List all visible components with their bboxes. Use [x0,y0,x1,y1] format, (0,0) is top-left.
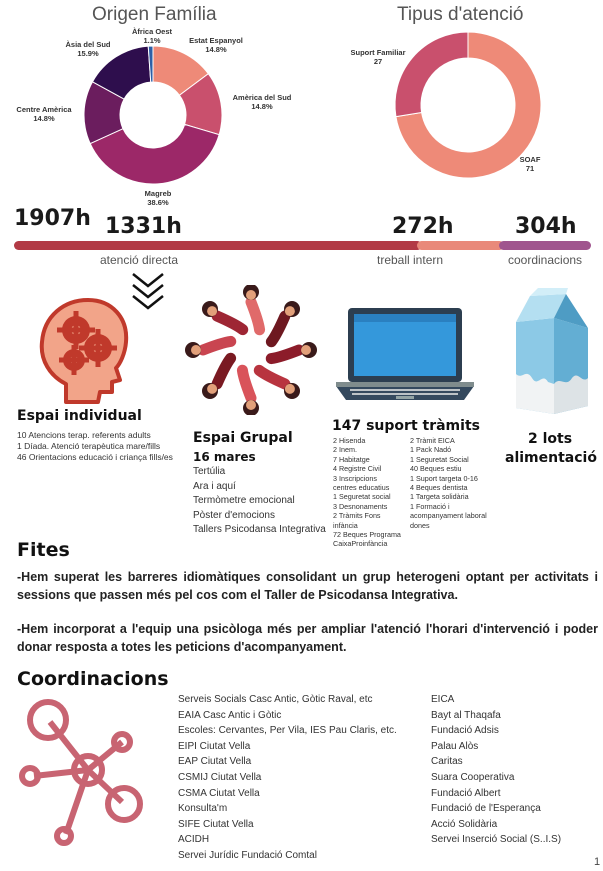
list-item: Pòster d'emocions [193,509,275,521]
espai-grupal-list [193,465,333,538]
list-item: Acció Solidària [431,818,498,830]
double-chevron-down-icon [130,270,166,314]
laptop-icon [334,306,476,402]
coord-hours: 304h [515,214,577,239]
list-item: 2 Tràmits Fons [333,511,381,521]
label-suport-familiar: Suport Familiar 27 [350,48,406,66]
group-person-arm [271,350,299,359]
list-item: Palau Alòs [431,740,479,752]
list-item: Servei Inserció Social (S..I.S) [431,834,562,846]
list-item: acompanyament laboral [410,511,487,521]
list-item: centres educatius [333,483,390,493]
head-gears-icon [36,296,132,404]
list-item: 1 Suport targeta 0-16 [410,473,478,483]
pie-slice-suport-familiar [395,32,468,117]
group-person-face [207,384,217,394]
label-estat-espanyol: Estat Espanyol 14.8% [189,36,243,54]
list-item: 1 Seguretat Social [410,454,469,464]
list-item: Suara Cooperativa [431,771,515,783]
group-person-face [285,384,295,394]
bar-direct [14,241,422,250]
list-item: Fundació Adsis [431,725,499,737]
list-item: CSMIJ Ciutat Vella [178,771,262,783]
chart-title-origen: Origen Família [92,4,217,25]
label-centre-america: Centre Amèrica 14.8% [16,105,72,123]
list-item: 10 Atencions terap. referents adults [17,430,151,440]
list-item: 1 Targeta solidària [410,492,469,502]
list-item: 7 Habitatge [333,454,370,464]
bar-coord [499,241,591,250]
espai-individual-list [17,430,197,463]
tramits-col2 [410,436,502,530]
group-person-face [246,290,256,300]
intern-hours: 272h [392,214,454,239]
page-number: 1 [594,856,601,868]
list-item: 1 Seguretat social [333,492,391,502]
intern-label: treball intern [377,253,444,267]
list-item: EICA [431,694,455,705]
list-item: 3 Inscripcions [333,473,377,483]
coord-label: coordinacions [508,253,583,267]
list-item: EIPI Ciutat Vella [178,740,251,752]
group-person-arm [217,358,231,384]
list-item: Servei Jurídic Fundació Comtal [178,849,317,861]
chart-title-tipus: Tipus d'atenció [397,4,524,25]
list-item: EAP Ciutat Vella [178,756,252,768]
list-item: 2 Hisenda [333,436,366,445]
network-nodes-icon [18,698,148,848]
list-item: Bayt al Thaqafa [431,709,501,721]
group-person-face [207,306,217,316]
group-person-arm [242,370,251,398]
espai-grupal-title: Espai Grupal [193,430,293,446]
total-hours: 1907h [14,206,91,231]
list-item: 1 Díada. Atenció terapèutica mare/fills [17,441,161,451]
list-item: Caritas [431,756,463,768]
hours-bar [14,241,591,250]
coordinacions-col2 [431,692,601,848]
list-item: Fundació Albert [431,787,501,799]
fites-paragraph-2: -Hem incorporat a l'equip una psicòloga més per ampliar l'atenció l'horari d'intervenció i poder donar resposta a totes les peticions d'acompanyament. [17,622,598,654]
label-soaf: SOAF 71 [519,155,541,173]
list-item: Termòmetre emocional [193,495,295,507]
direct-hours: 1331h [105,214,182,239]
label-america-sud: Amèrica del Sud 14.8% [232,93,292,111]
list-item: CSMA Ciutat Vella [178,787,260,799]
list-item: 4 Registre Civil [333,464,382,474]
group-person-arm [217,316,243,330]
list-item: CaixaProinfància [333,539,388,549]
tramits-title: 147 suport tràmits [332,418,480,434]
espai-individual-title: Espai individual [17,408,142,424]
espai-grupal-subtitle: 16 mares [193,450,256,464]
alimentacio-text: 2 lots alimentació [505,431,597,466]
group-person-face [285,306,295,316]
group-circle-icon [178,285,324,415]
fites-paragraph-1: -Hem superat les barreres idiomàtiques consolidant un grup heterogeni optant per activitats i sessions que passen més pel cos com el Taller de Psicodansa Integrativa. [17,570,598,602]
list-item: Fundació de l'Esperança [431,803,541,815]
list-item: Ara i aquí [193,480,236,492]
coordinacions-col1 [178,692,428,864]
group-person-face [191,345,201,355]
list-item: 4 Beques dentista [410,483,468,493]
bar-intern [417,241,504,250]
list-item: 1 Formació i [410,501,450,511]
list-item: 2 Inem. [333,445,357,455]
list-item: Escoles: Cervantes, Per Vila, IES Pau Claris, etc. [178,725,397,737]
list-item: EAIA Casc Antic i Gòtic [178,709,282,721]
label-africa-oest: Àfrica Oest 1.1% [131,27,173,45]
list-item: Serveis Socials Casc Antic, Gòtic Raval, etc [178,694,373,705]
label-asia-sud: Àsia del Sud 15.9% [65,40,111,58]
coordinacions-title: Coordinacions [17,668,169,690]
group-person-arm [271,316,285,342]
list-item: dones [410,520,430,530]
list-item: 72 Beques Programa [333,530,401,540]
milk-carton-icon [508,288,594,418]
list-item: 3 Desnonaments [333,501,388,511]
list-item: SIFE Ciutat Vella [178,818,254,830]
list-item: 1 Pack Nadó [410,445,452,455]
group-person-arm [251,302,260,330]
group-person-face [246,400,256,410]
tramits-col1 [333,436,409,549]
list-item: Konsulta'm [178,803,228,815]
group-person-arm [203,341,231,350]
group-person-face [301,345,311,355]
list-item: Tallers Psicodansa Integrativa [193,524,326,536]
list-item: infància [333,520,358,530]
list-item: Tertúlia [193,466,226,477]
list-item: ACIDH [178,834,210,846]
direct-label: atenció directa [100,253,179,267]
list-item: 40 Beques estiu [410,464,462,474]
fites-title: Fites [17,539,70,561]
group-center [239,338,263,362]
group-person-arm [259,370,285,384]
list-item: 46 Orientacions educació i criança fills/es [17,452,173,462]
label-magreb: Magreb 38.6% [144,189,172,207]
list-item: 2 Tràmit EICA [410,436,455,445]
